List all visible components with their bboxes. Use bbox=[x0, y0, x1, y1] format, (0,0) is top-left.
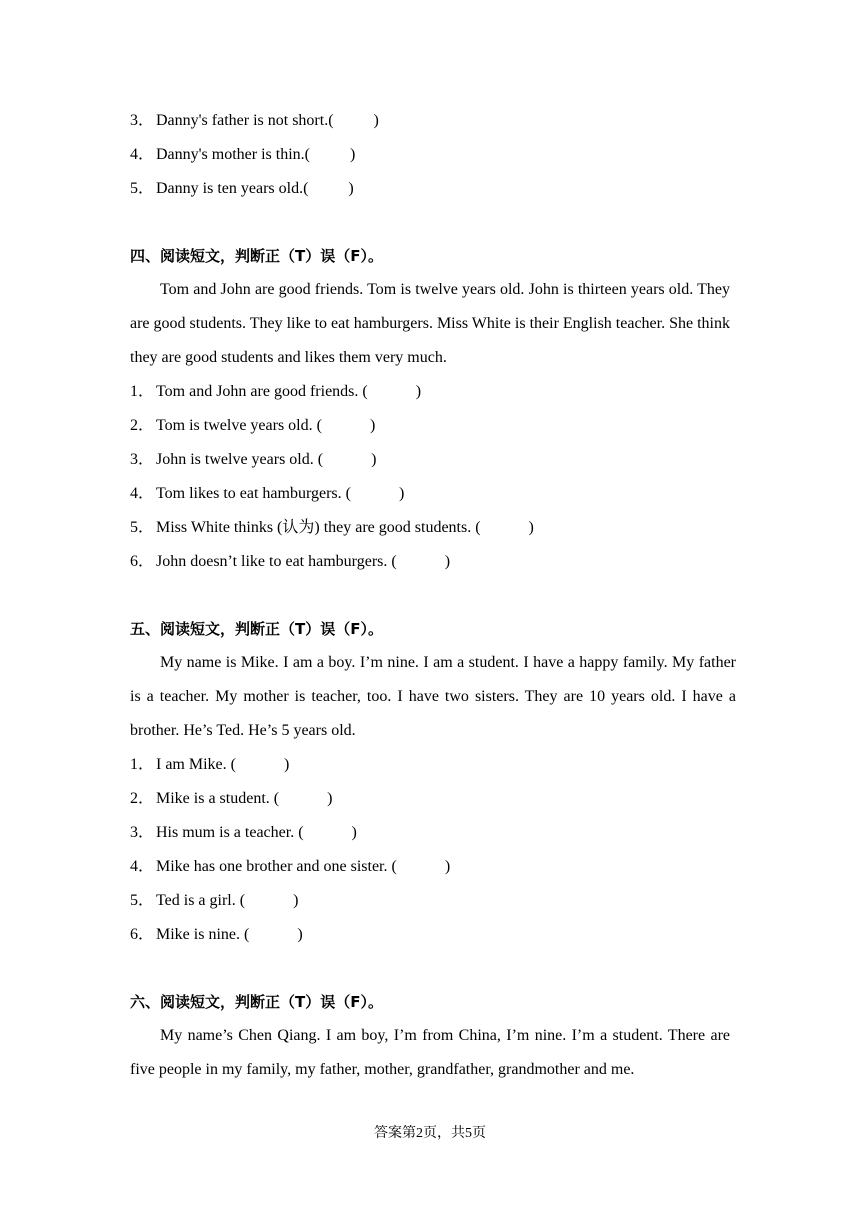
question-number: 1． bbox=[130, 756, 155, 773]
question-text: Mike has one brother and one sister. ( ) bbox=[156, 858, 451, 875]
question-text: Mike is a student. ( ) bbox=[156, 790, 333, 807]
question-item bbox=[130, 816, 730, 850]
question-item bbox=[130, 545, 730, 579]
question-item bbox=[130, 748, 730, 782]
page-footer: 答案第2页，共5页 bbox=[374, 1126, 486, 1141]
question-item bbox=[130, 511, 730, 545]
question-number: 3． bbox=[130, 451, 155, 468]
question-text: Tom and John are good friends. ( ) bbox=[156, 383, 422, 400]
question-item bbox=[130, 172, 730, 206]
question-text: I am Mike. ( ) bbox=[156, 756, 290, 773]
question-text: John doesn’t like to eat hamburgers. ( ) bbox=[156, 553, 451, 570]
question-text: Danny's mother is thin.( ) bbox=[156, 146, 356, 163]
question-number: 2． bbox=[130, 790, 155, 807]
question-text: Tom is twelve years old. ( ) bbox=[156, 417, 376, 434]
question-item bbox=[130, 443, 730, 477]
question-text: Danny is ten years old.( ) bbox=[156, 180, 354, 197]
question-number: 5． bbox=[130, 519, 155, 536]
question-number: 3． bbox=[130, 824, 155, 841]
section-4-passage: Tom and John are good friends. Tom is twelve years old. John is thirteen years old. They are good students. They like to eat hamburgers. Miss White is their English teacher. She think they are good students and likes them very much. bbox=[130, 281, 730, 366]
question-item bbox=[130, 409, 730, 443]
question-text: Ted is a girl. ( ) bbox=[156, 892, 299, 909]
section-5-heading: 五、阅读短文，判断正（T）误（F）。 bbox=[130, 620, 383, 638]
question-number: 4． bbox=[130, 485, 155, 502]
question-number: 5． bbox=[130, 892, 155, 909]
question-text: John is twelve years old. ( ) bbox=[156, 451, 377, 468]
section-6-passage: My name’s Chen Qiang. I am boy, I’m from China, I’m nine. I’m a student. There are five people in my family, my father, mother, grandfather, grandmother and me. bbox=[130, 1027, 730, 1078]
question-text: Mike is nine. ( ) bbox=[156, 926, 303, 943]
question-item bbox=[130, 782, 730, 816]
question-text: Danny's father is not short.( ) bbox=[156, 112, 379, 129]
question-number: 6． bbox=[130, 553, 155, 570]
question-number: 4． bbox=[130, 146, 155, 163]
question-number: 2． bbox=[130, 417, 155, 434]
section-5-passage: My name is Mike. I am a boy. I’m nine. I am a student. I have a happy family. My father is a teacher. My mother is teacher, too. I have two sisters. They are 10 years old. I have a brother. He’s Ted. He’s 5 years old. bbox=[130, 654, 736, 739]
question-item bbox=[130, 477, 730, 511]
question-number: 4． bbox=[130, 858, 155, 875]
question-number: 3． bbox=[130, 112, 155, 129]
question-number: 6． bbox=[130, 926, 155, 943]
question-item bbox=[130, 138, 730, 172]
question-item bbox=[130, 375, 730, 409]
question-text: His mum is a teacher. ( ) bbox=[156, 824, 357, 841]
question-text: Tom likes to eat hamburgers. ( ) bbox=[156, 485, 405, 502]
document-page bbox=[130, 104, 736, 1087]
question-item bbox=[130, 918, 730, 952]
question-number: 5． bbox=[130, 180, 155, 197]
question-item bbox=[130, 104, 730, 138]
question-item bbox=[130, 850, 730, 884]
section-6-heading: 六、阅读短文，判断正（T）误（F）。 bbox=[130, 993, 383, 1011]
question-text: Miss White thinks (认为) they are good students. ( ) bbox=[156, 519, 534, 536]
question-item bbox=[130, 884, 730, 918]
section-4-heading: 四、阅读短文，判断正（T）误（F）。 bbox=[130, 247, 383, 265]
question-number: 1． bbox=[130, 383, 155, 400]
